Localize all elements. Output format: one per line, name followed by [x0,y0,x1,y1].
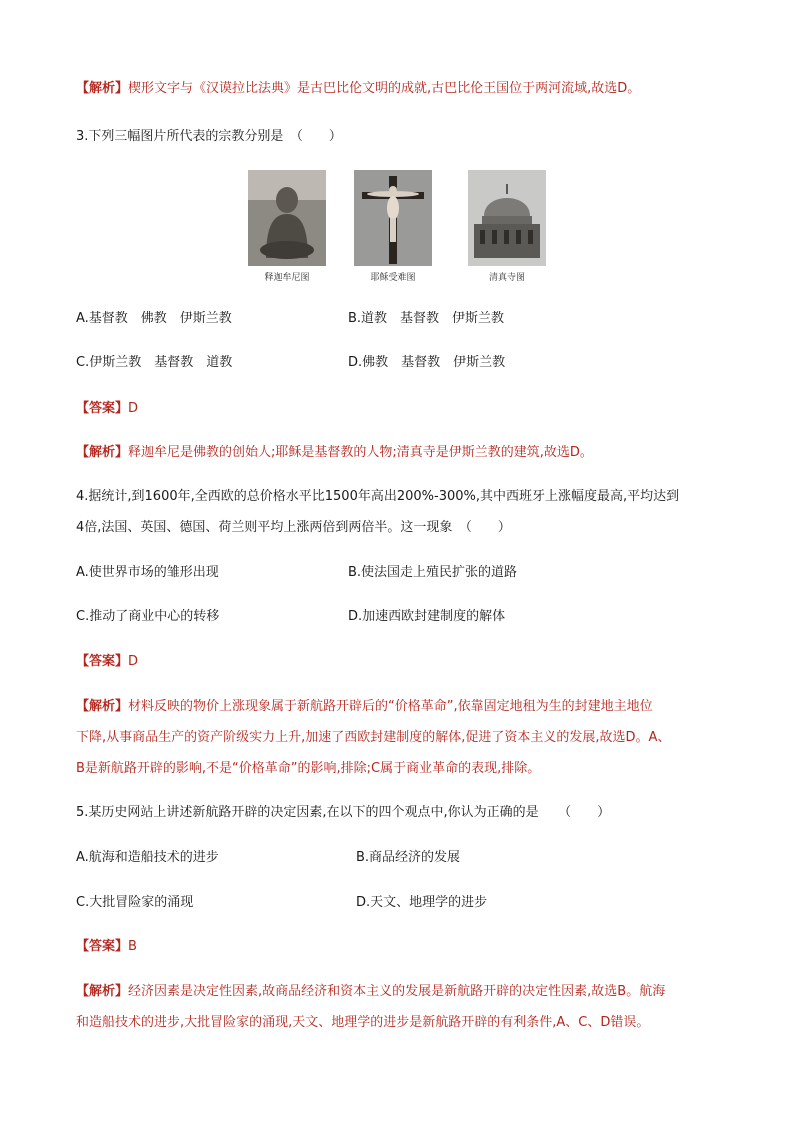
question-4-stem-2: 4倍,法国、英国、德国、荷兰则平均上涨两倍到两倍半。这一现象 （ ） [76,520,511,535]
option-d: D.加速西欧封建制度的解体 [348,609,506,624]
option-c: C.推动了商业中心的转移 [76,609,220,624]
image-caption: 耶稣受难图 [370,273,416,283]
option-a: A.基督教 佛教 伊斯兰教 [76,311,232,326]
answer-tag: 【答案】 [76,939,129,954]
analysis-tag: 【解析】 [76,984,129,999]
answer-value: B [128,939,137,954]
option-c: C.伊斯兰教 基督教 道教 [76,355,233,370]
answer-tag: 【答案】 [76,654,129,669]
answer-line [76,400,138,418]
option-d: D.佛教 基督教 伊斯兰教 [348,355,506,370]
mosque-dome-icon [468,170,546,266]
analysis-tag: 【解析】 [76,445,129,460]
answer-tag: 【答案】 [76,401,129,416]
answer-value: D [128,401,139,416]
question-4-stem-1: 4.据统计,到1600年,全西欧的总价格水平比1500年高出200%-300%,其中西班牙上涨幅度最高,平均达到 [76,489,680,504]
question-3-stem: 3.下列三幅图片所代表的宗教分别是 （ ） [76,129,342,144]
analysis-line-1 [76,983,665,1001]
option-c: C.大批冒险家的涌现 [76,895,194,910]
analysis-text: 材料反映的物价上涨现象属于新航路开辟后的“价格革命”,依靠固定地租为生的封建地主地位 [128,699,653,714]
answer-value: D [128,654,139,669]
option-a: A.使世界市场的雏形出现 [76,565,219,580]
image-caption: 清真寺图 [488,273,525,283]
option-b: B.商品经济的发展 [356,850,461,865]
image-caption: 释迦牟尼图 [264,273,310,283]
analysis-text: 楔形文字与《汉谟拉比法典》是古巴比伦文明的成就,古巴比伦王国位于两河流域,故选D。 [128,81,641,96]
analysis-line-1 [76,698,653,716]
option-d: D.天文、地理学的进步 [356,895,488,910]
option-b: B.道教 基督教 伊斯兰教 [348,311,505,326]
crucifix-icon [354,170,432,266]
q2-analysis [76,80,640,98]
analysis-line-2: 下降,从事商品生产的资产阶级实力上升,加速了西欧封建制度的解体,促进了资本主义的发展,故选D。A、 [76,730,671,745]
analysis-text: 经济因素是决定性因素,故商品经济和资本主义的发展是新航路开辟的决定性因素,故选B。航海 [128,984,666,999]
analysis-line-3: B是新航路开辟的影响,不是“价格革命”的影响,排除;C属于商业革命的表现,排除。 [76,761,541,776]
analysis-text: 释迦牟尼是佛教的创始人;耶稣是基督教的人物;清真寺是伊斯兰教的建筑,故选D。 [128,445,593,460]
answer-line [76,938,137,956]
option-a: A.航海和造船技术的进步 [76,850,219,865]
question-5-stem: 5.某历史网站上讲述新航路开辟的决定因素,在以下的四个观点中,你认为正确的是 （ ） [76,805,611,820]
analysis-tag: 【解析】 [76,699,129,714]
option-b: B.使法国走上殖民扩张的道路 [348,565,518,580]
analysis-line-2: 和造船技术的进步,大批冒险家的涌现,天文、地理学的进步是新航路开辟的有利条件,A、C、D错误。 [76,1015,650,1030]
answer-line [76,653,138,671]
buddha-statue-icon [248,170,326,266]
analysis-line [76,444,593,462]
analysis-tag: 【解析】 [76,81,129,96]
